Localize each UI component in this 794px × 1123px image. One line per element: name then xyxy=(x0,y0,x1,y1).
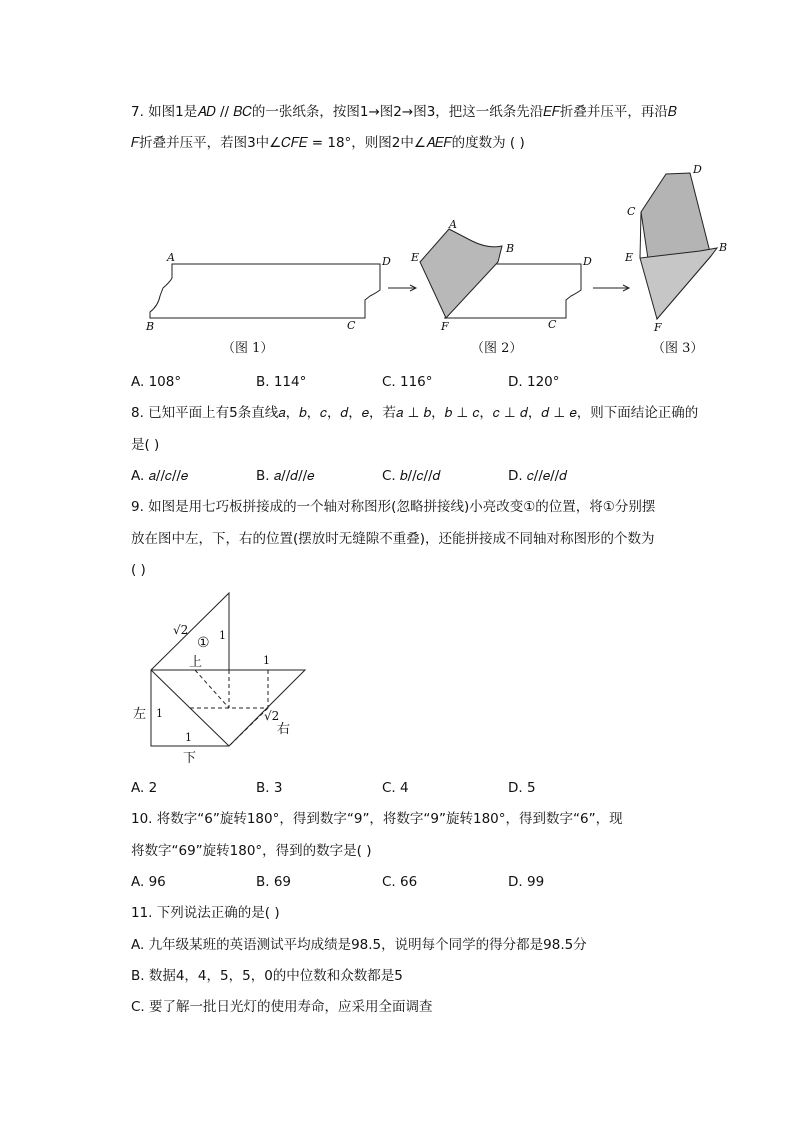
fig1-label-B: B xyxy=(146,320,155,333)
fig2-label-C: C xyxy=(548,318,557,331)
q7-option-c[interactable]: C. 116° xyxy=(382,374,433,390)
fig3-label-B: B xyxy=(719,241,728,254)
q8-option-a[interactable]: A. 𝑎//𝑐//𝑒 xyxy=(131,468,189,484)
label-xia: 下 xyxy=(183,751,197,766)
label-you: 右 xyxy=(277,722,291,737)
q8-option-b[interactable]: B. 𝑎//𝑑//𝑒 xyxy=(256,468,315,484)
q11-option-c[interactable]: C. 要了解一批日光灯的使用寿命，应采用全面调查 xyxy=(131,999,433,1015)
fig3-label-C: C xyxy=(627,205,636,218)
q10-stem-line2: 将数字“69”旋转180°，得到的数字是( ) xyxy=(131,843,372,859)
q7-stem-line1: 7. 如图1是𝐴𝐷 // 𝐵𝐶的一张纸条，按图1→图2→图3，把这一纸条先沿𝐸𝐹折叠并压平，再沿𝐵 xyxy=(131,104,677,120)
fig2-label-D: D xyxy=(583,255,592,268)
q9-option-d[interactable]: D. 5 xyxy=(508,780,536,796)
q8-option-c[interactable]: C. 𝑏//𝑐//𝑑 xyxy=(382,468,441,484)
dashed-upper-left xyxy=(195,670,229,708)
q11-option-a[interactable]: A. 九年级某班的英语测试平均成绩是98.5，说明每个同学的得分都是98.5分 xyxy=(131,937,587,953)
q10-stem-line1: 10. 将数字“6”旋转180°，得到数字“9”，将数字“9”旋转180°，得到数字“6”，现 xyxy=(131,811,623,827)
label-one-left: 1 xyxy=(156,707,163,720)
q11-option-b[interactable]: B. 数据4，4，5，5，0的中位数和众数都是5 xyxy=(131,968,403,984)
q9-option-b[interactable]: B. 3 xyxy=(256,780,283,796)
fig1-caption: （图 1） xyxy=(222,341,274,356)
q7-stem-line2: 𝐹折叠并压平，若图3中∠𝐶𝐹𝐸 = 18°，则图2中∠𝐴𝐸𝐹的度数为 ( ) xyxy=(131,135,525,151)
label-one-top: 1 xyxy=(263,654,270,667)
q7-option-b[interactable]: B. 114° xyxy=(256,374,307,390)
fig1-label-D: D xyxy=(382,255,391,268)
fig3-caption: （图 3） xyxy=(652,341,704,356)
label-shang: 上 xyxy=(189,655,203,670)
fig1-label-C: C xyxy=(347,319,356,332)
label-piece-1: ① xyxy=(197,635,210,651)
label-sqrt2-top: √2 xyxy=(173,623,189,637)
fig3-label-D: D xyxy=(693,163,702,176)
fig2-caption: （图 2） xyxy=(471,341,523,356)
q7-option-d[interactable]: D. 120° xyxy=(508,374,560,390)
q7-option-a[interactable]: A. 108° xyxy=(131,374,182,390)
q8-stem-line2: 是( ) xyxy=(131,437,160,453)
label-one-right: 1 xyxy=(219,629,226,642)
fig3-label-F: F xyxy=(654,321,662,334)
q9-option-a[interactable]: A. 2 xyxy=(131,780,158,796)
q11-stem: 11. 下列说法正确的是( ) xyxy=(131,905,280,921)
fig2-label-B: B xyxy=(506,242,515,255)
q10-option-c[interactable]: C. 66 xyxy=(382,874,418,890)
fig2-label-A: A xyxy=(449,218,457,231)
q10-option-a[interactable]: A. 96 xyxy=(131,874,166,890)
label-one-bottom: 1 xyxy=(185,731,192,744)
q9-stem-line1: 9. 如图是用七巧板拼接成的一个轴对称图形(忽略拼接线)小亮改变①的位置，将①分别摆 xyxy=(131,499,656,515)
q9-stem-line2: 放在图中左，下，右的位置(摆放时无缝隙不重叠)，还能拼接成不同轴对称图形的个数为 xyxy=(131,531,655,547)
fig1-label-A: A xyxy=(167,251,175,264)
q10-option-d[interactable]: D. 99 xyxy=(508,874,545,890)
q9-stem-line3: ( ) xyxy=(131,562,146,578)
q10-option-b[interactable]: B. 69 xyxy=(256,874,292,890)
q8-option-d[interactable]: D. 𝑐//𝑒//𝑑 xyxy=(508,468,568,484)
q9-option-c[interactable]: C. 4 xyxy=(382,780,409,796)
fig3-label-E: E xyxy=(625,251,634,264)
fig2-label-E: E xyxy=(411,251,420,264)
q8-stem-line1: 8. 已知平面上有5条直线𝑎，𝑏，𝑐，𝑑，𝑒，若𝑎 ⊥ 𝑏，𝑏 ⊥ 𝑐，𝑐 ⊥ 𝑑，𝑑 ⊥ 𝑒，则下面结论正确的 xyxy=(131,405,699,421)
label-zuo: 左 xyxy=(133,707,147,722)
fig2-label-F: F xyxy=(441,320,449,333)
label-sqrt2-right: √2 xyxy=(264,709,280,723)
